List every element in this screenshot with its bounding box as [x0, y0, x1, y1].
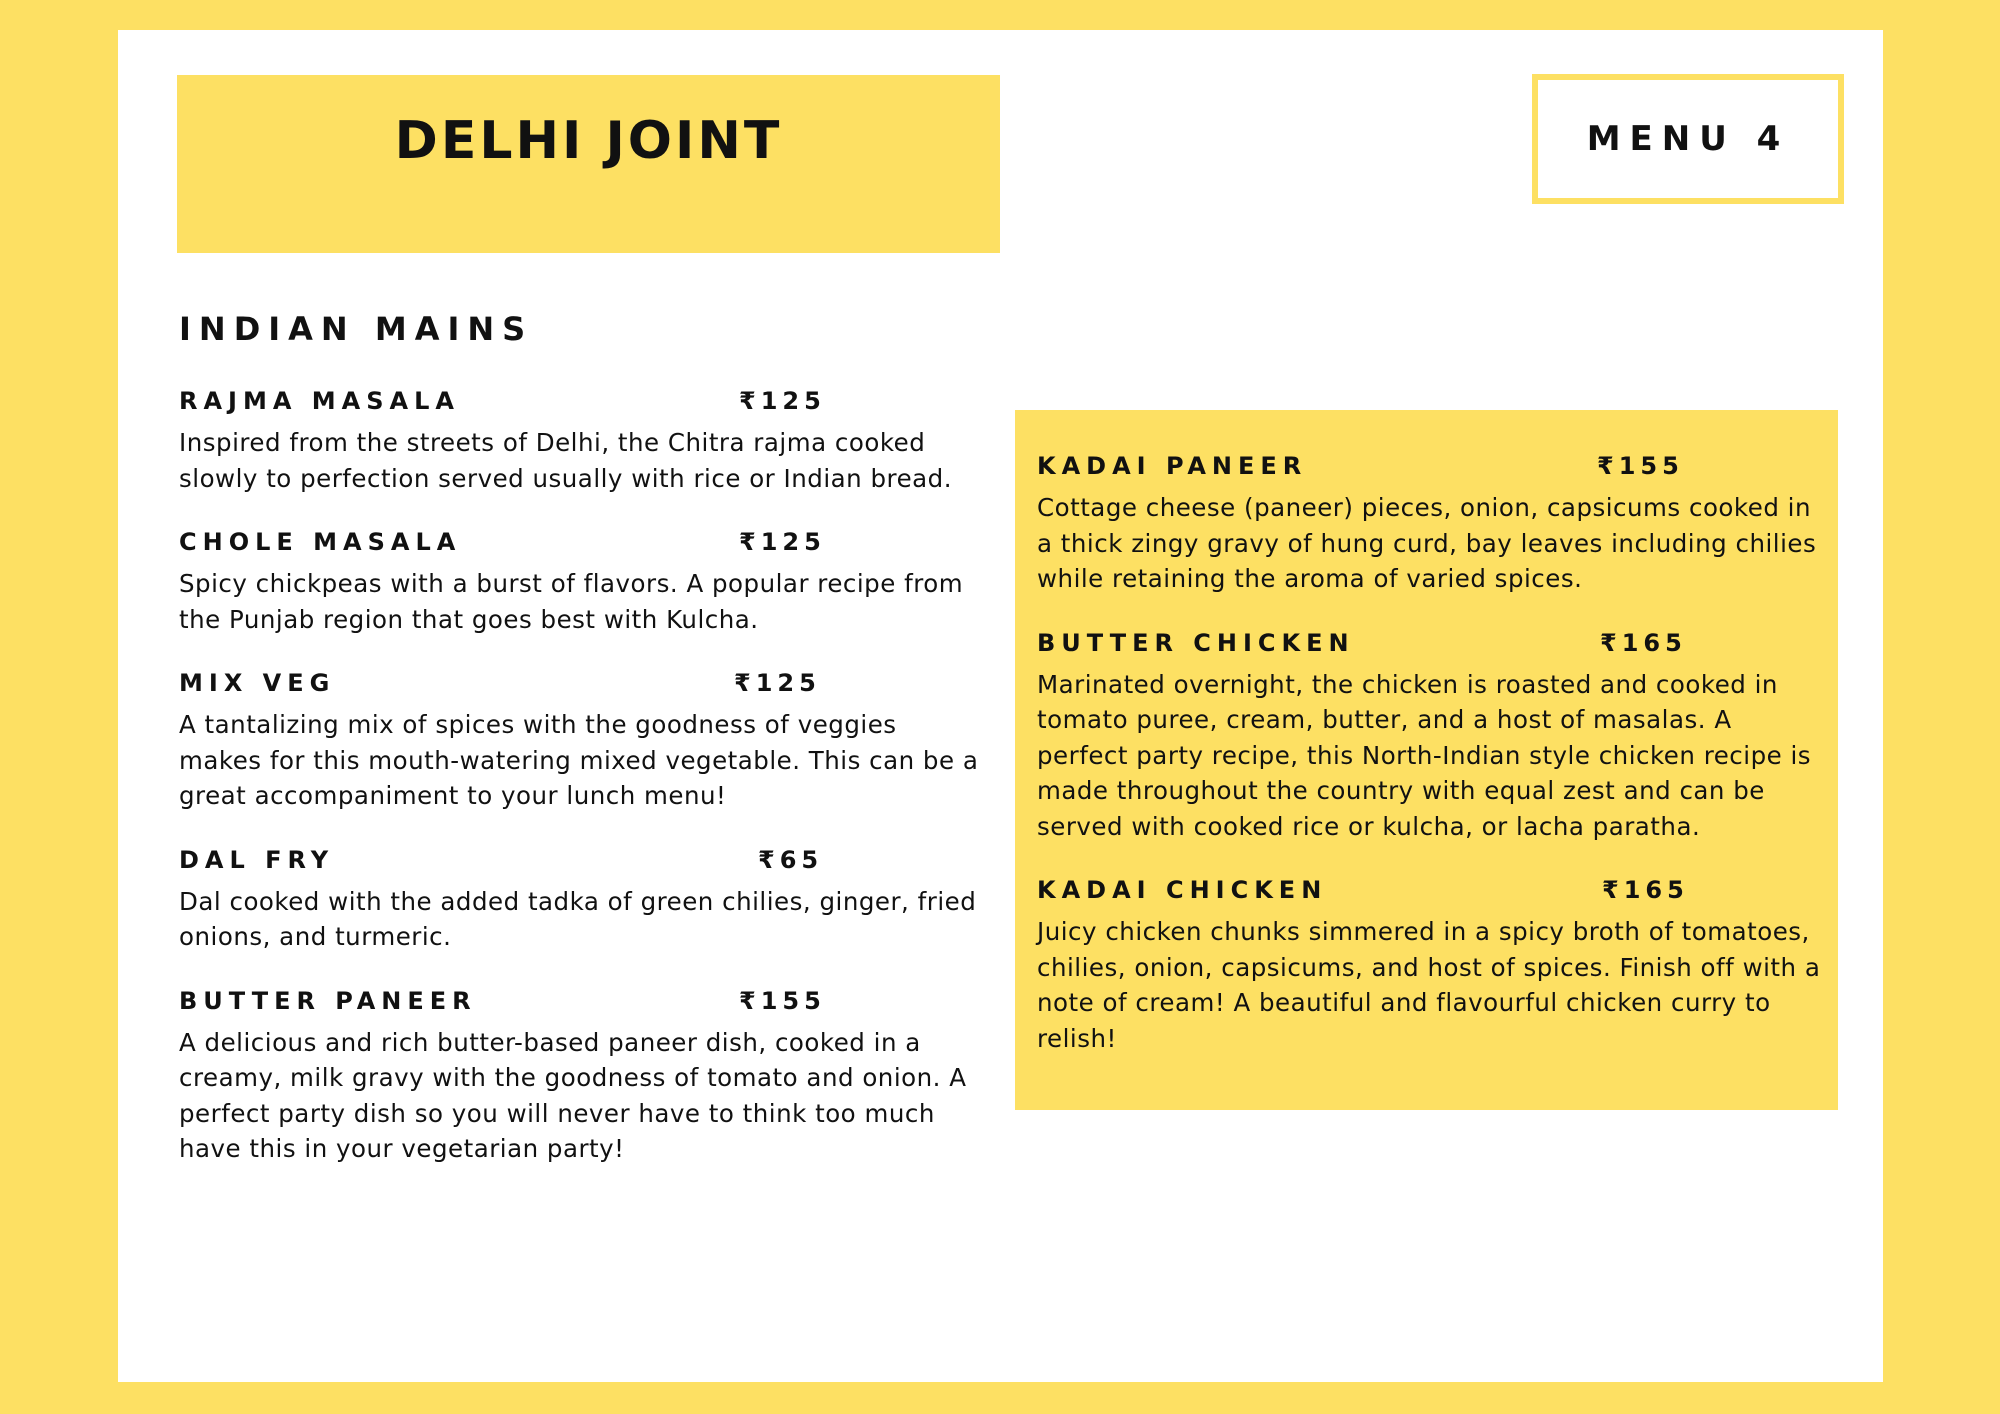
menu-item — [179, 528, 979, 637]
item-price: ₹155 — [739, 986, 826, 1015]
menu-item — [179, 987, 979, 1167]
menu-number-badge — [1532, 74, 1844, 204]
item-description: Cottage cheese (paneer) pieces, onion, capsicums cooked in a thick zingy gravy of hung curd, bay leaves including chilies while retaining the aroma of varied spices. — [1037, 493, 1817, 593]
menu-item — [179, 669, 979, 814]
section-title: INDIAN MAINS — [179, 310, 534, 348]
item-price: ₹65 — [758, 845, 824, 874]
menu-sheet — [118, 30, 1883, 1382]
menu-item — [1037, 629, 1827, 845]
item-price: ₹125 — [734, 669, 821, 697]
item-description: Juicy chicken chunks simmered in a spicy broth of tomatoes, chilies, onion, capsicums, and host of spices. Finish off with a note of cream! A beautiful and flavourful chicken curry to relish! — [1037, 917, 1821, 1053]
title-banner — [177, 75, 1000, 253]
item-description: A tantalizing mix of spices with the goodness of veggies makes for this mouth-watering mixed vegetable. This can be a great accompaniment to your lunch menu! — [179, 710, 979, 810]
item-name: BUTTER CHICKEN — [1037, 628, 1355, 657]
menu-label: MENU 4 — [1586, 119, 1790, 159]
item-price: ₹125 — [739, 387, 826, 415]
item-price: ₹155 — [1597, 452, 1684, 480]
item-name: CHOLE MASALA — [179, 528, 462, 556]
left-menu-column — [179, 387, 979, 1199]
right-menu-column — [1037, 452, 1827, 1088]
menu-item — [179, 846, 979, 955]
item-name: DAL FRY — [179, 845, 335, 874]
menu-item — [179, 387, 979, 496]
item-name: KADAI PANEER — [1037, 452, 1308, 480]
item-description: A delicious and rich butter-based paneer dish, cooked in a creamy, milk gravy with the goodness of tomato and onion. A perfect party dish so you will never have to think too much have this in your vegetarian party! — [179, 1027, 967, 1163]
menu-item — [1037, 452, 1827, 597]
item-name: MIX VEG — [179, 669, 336, 697]
item-description: Marinated overnight, the chicken is roasted and cooked in tomato puree, cream, butter, and a host of masalas. A perfect party recipe, this North-Indian style chicken recipe is made throughout the country with equal zest and can be served with cooked rice or kulcha, or lacha paratha. — [1037, 669, 1812, 841]
item-description: Spicy chickpeas with a burst of flavors. A popular recipe from the Punjab region that goes best with Kulcha. — [179, 569, 964, 634]
item-description: Inspired from the streets of Delhi, the Chitra rajma cooked slowly to perfection served usually with rice or Indian bread. — [179, 428, 952, 493]
item-price: ₹125 — [739, 528, 826, 556]
item-name: KADAI CHICKEN — [1037, 876, 1328, 904]
featured-panel — [1015, 410, 1838, 1110]
item-price: ₹165 — [1602, 876, 1689, 904]
restaurant-name: DELHI JOINT — [394, 111, 783, 171]
item-price: ₹165 — [1600, 628, 1687, 657]
item-description: Dal cooked with the added tadka of green chilies, ginger, fried onions, and turmeric. — [179, 886, 977, 951]
item-name: RAJMA MASALA — [179, 387, 460, 415]
menu-item — [1037, 876, 1827, 1056]
item-name: BUTTER PANEER — [179, 986, 477, 1015]
